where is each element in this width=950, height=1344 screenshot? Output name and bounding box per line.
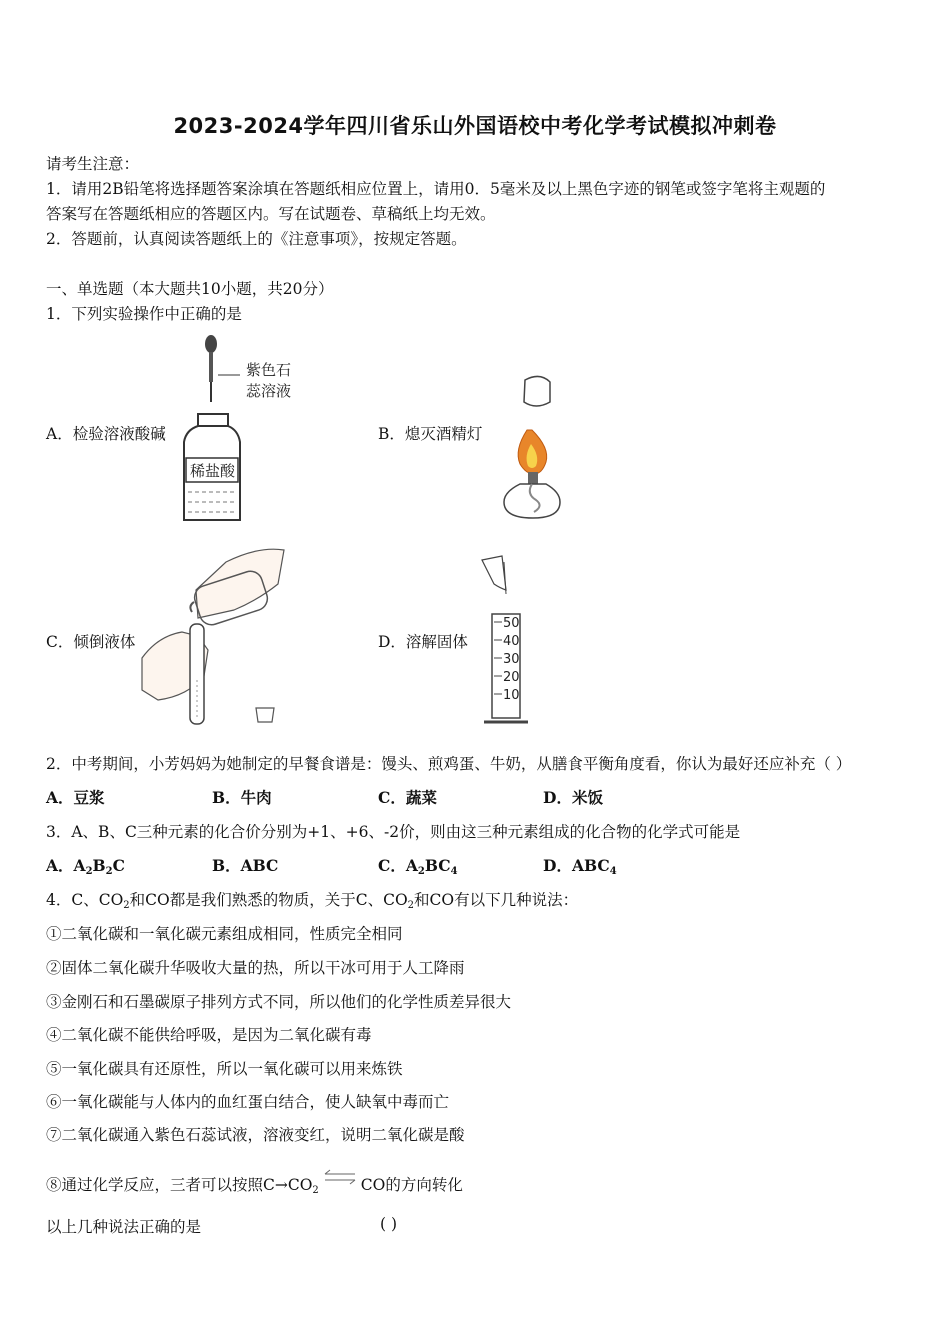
q4-statement: ②固体二氧化碳升华吸收大量的热，所以干冰可用于人工降雨: [46, 959, 465, 977]
q3-option-a: A．$A_2B_2C$: [46, 856, 125, 877]
q3-option-d: D．$ABC_4$: [543, 856, 617, 877]
q3-stem: 3．A、B、C三种元素的化合价分别为+1、+6、-2价，则由这三种元素组成的化合物的化学式可能是: [46, 823, 741, 841]
figure-a-label-1: 紫色石: [246, 361, 292, 379]
notice-line-1: 1．请用2B铅笔将选择题答案涂填在答题纸相应位置上，请用0．5毫米及以上黑色字迹的钢笔或签字笔将主观题的: [46, 180, 826, 198]
cylinder-tick-label: 30: [503, 652, 520, 667]
figure-b-alcohol-lamp: [490, 372, 570, 522]
q4-statement: ④二氧化碳不能供给呼吸，是因为二氧化碳有毒: [46, 1026, 372, 1044]
q1-option-b: B．熄灭酒精灯: [378, 425, 483, 443]
cylinder-tick-label: 40: [503, 634, 520, 649]
q4-stem: 4．C、$CO_2$和CO都是我们熟悉的物质，关于C、$CO_2$和CO有以下几种说法：: [46, 891, 579, 911]
q1-option-c: C．倾倒液体: [46, 633, 136, 651]
q4-closing: 以上几种说法正确的是: [46, 1218, 202, 1236]
q4-statement-8: ⑧通过化学反应，三者可以按照$C\to CO_2$ CO的方向转化: [46, 1168, 463, 1196]
figure-a-label-2: 蕊溶液: [246, 382, 292, 400]
q1-option-a: A．检验溶液酸碱: [46, 425, 166, 443]
q2-option-b: B．牛肉: [212, 788, 272, 807]
q4-statement: ⑤一氧化碳具有还原性，所以一氧化碳可以用来炼铁: [46, 1060, 403, 1078]
q3-option-b: B．ABC: [212, 856, 279, 875]
q2-option-a: A．豆浆: [46, 788, 105, 807]
q4-statement: ⑥一氧化碳能与人体内的血红蛋白结合，使人缺氧中毒而亡: [46, 1093, 450, 1111]
q1-stem: 1．下列实验操作中正确的是: [46, 305, 242, 323]
q4-statement: ⑦二氧化碳通入紫色石蕊试液，溶液变红，说明二氧化碳是酸: [46, 1126, 465, 1144]
cylinder-tick-label: 50: [503, 616, 520, 631]
cylinder-tick-label: 20: [503, 670, 520, 685]
figure-d-graduated-cylinder: [470, 552, 550, 727]
figure-a-litmus-test: [178, 330, 308, 525]
q2-stem: 2．中考期间，小芳妈妈为她制定的早餐食谱是：馒头、煎鸡蛋、牛奶，从膳食平衡角度看，你认为最好还应补充（ ）: [46, 755, 852, 773]
figure-a-bottle-label: 稀盐酸: [190, 462, 236, 480]
q3-option-c: C．$A_2BC_4$: [378, 856, 458, 877]
answer-blank: ( ): [380, 1215, 398, 1233]
q4-statement: ①二氧化碳和一氧化碳元素组成相同，性质完全相同: [46, 925, 403, 943]
section-heading: 一、单选题（本大题共10小题，共20分）: [46, 280, 334, 298]
notice-heading: 请考生注意：: [46, 155, 140, 173]
page-title: 2023-2024学年四川省乐山外国语校中考化学考试模拟冲刺卷: [173, 114, 777, 138]
notice-line-1b: 答案写在答题纸相应的答题区内。写在试题卷、草稿纸上均无效。: [46, 205, 496, 223]
figure-c-pouring-liquid: [138, 540, 308, 730]
q1-option-d: D．溶解固体: [378, 633, 468, 651]
q2-option-d: D．米饭: [543, 788, 603, 807]
q4-statement: ③金刚石和石墨碳原子排列方式不同，所以他们的化学性质差异很大: [46, 993, 512, 1011]
reversible-arrow-icon: [321, 1168, 359, 1188]
notice-line-2: 2．答题前，认真阅读答题纸上的《注意事项》，按规定答题。: [46, 230, 467, 248]
cylinder-tick-label: 10: [503, 688, 520, 703]
q2-option-c: C．蔬菜: [378, 788, 437, 807]
